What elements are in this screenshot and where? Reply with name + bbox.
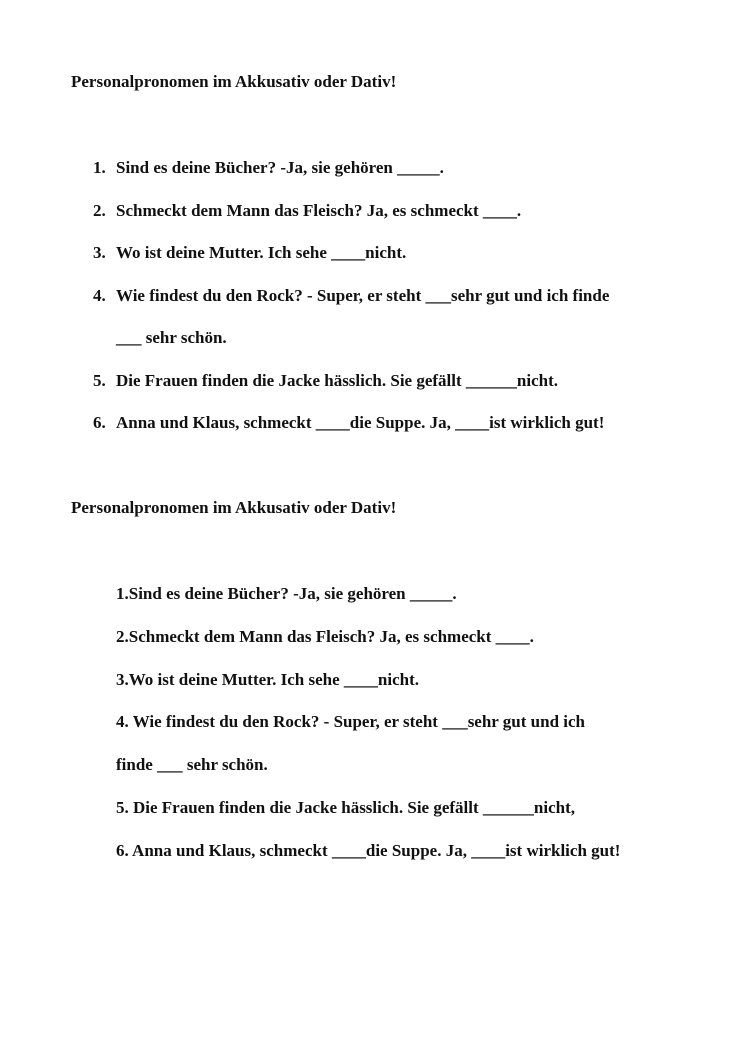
item-number: 4. bbox=[93, 286, 106, 305]
section1-item-4-continued bbox=[0, 328, 736, 350]
section2-line-4-continued: finde ___ sehr schön. bbox=[116, 755, 268, 774]
section2-line-2: 2.Schmeckt dem Mann das Fleisch? Ja, es schmeckt ____. bbox=[116, 627, 534, 646]
item-text: Sind es deine Bücher? -Ja, sie gehören _____. bbox=[116, 158, 444, 177]
section1-item-1 bbox=[0, 158, 736, 180]
item-number: 5. bbox=[93, 371, 106, 390]
item-number: 6. bbox=[93, 413, 106, 432]
section1-item-3 bbox=[0, 243, 736, 265]
section2-line-1: 1.Sind es deine Bücher? -Ja, sie gehören _____. bbox=[116, 584, 457, 603]
item-number: 3. bbox=[93, 243, 106, 262]
item-number: 1. bbox=[93, 158, 106, 177]
section2-line-5: 5. Die Frauen finden die Jacke hässlich. Sie gefällt ______nicht, bbox=[116, 798, 575, 817]
item-text: Wo ist deine Mutter. Ich sehe ____nicht. bbox=[116, 243, 407, 262]
item-text: Die Frauen finden die Jacke hässlich. Sie gefällt ______nicht. bbox=[116, 371, 558, 390]
item-number: 2. bbox=[93, 201, 106, 220]
section2-title: Personalpronomen im Akkusativ oder Dativ! bbox=[71, 498, 397, 517]
item-text: Wie findest du den Rock? - Super, er steht ___sehr gut und ich finde bbox=[116, 286, 610, 305]
section1-title: Personalpronomen im Akkusativ oder Dativ! bbox=[71, 72, 397, 91]
item-text: Schmeckt dem Mann das Fleisch? Ja, es schmeckt ____. bbox=[116, 201, 522, 220]
item-text: Anna und Klaus, schmeckt ____die Suppe. Ja, ____ist wirklich gut! bbox=[116, 413, 605, 432]
section1-item-2 bbox=[0, 201, 736, 223]
section1-item-4 bbox=[0, 286, 736, 308]
item-text: ___ sehr schön. bbox=[116, 328, 227, 347]
section2-line-3: 3.Wo ist deine Mutter. Ich sehe ____nicht. bbox=[116, 670, 420, 689]
section2-line-4: 4. Wie findest du den Rock? - Super, er steht ___sehr gut und ich bbox=[116, 712, 585, 731]
section1-item-5 bbox=[0, 371, 736, 393]
section1-item-6 bbox=[0, 413, 736, 435]
section2-line-6: 6. Anna und Klaus, schmeckt ____die Suppe. Ja, ____ist wirklich gut! bbox=[116, 841, 621, 860]
